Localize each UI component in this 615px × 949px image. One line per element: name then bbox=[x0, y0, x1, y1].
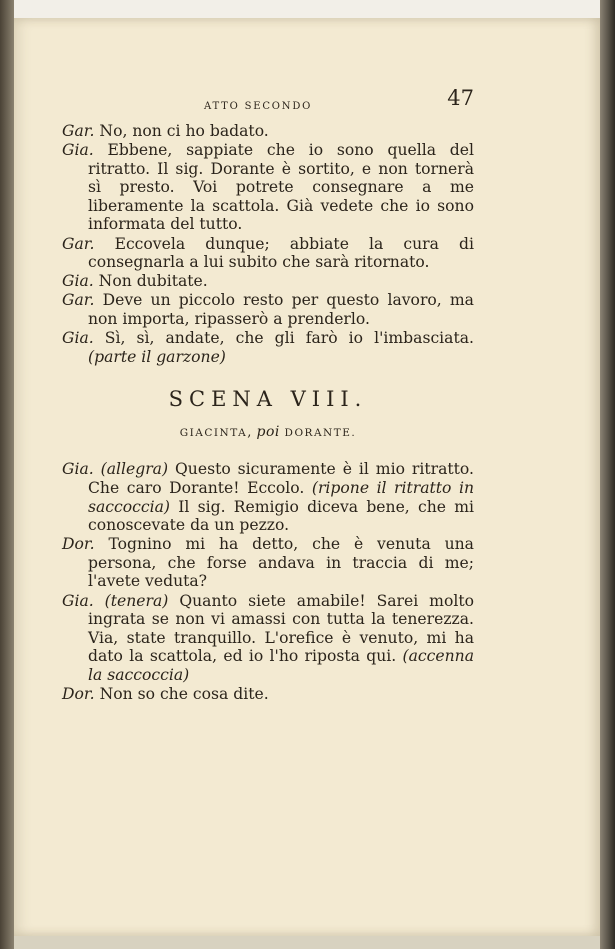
speech-text: Questo sicuramente è il mio ritratto. Che caro Dorante! Eccolo. bbox=[88, 460, 474, 497]
speech-line bbox=[62, 235, 474, 272]
character-connector: poi bbox=[256, 423, 280, 440]
speaker-name: Gia. bbox=[62, 460, 94, 479]
speech-line bbox=[62, 122, 474, 141]
speech-text: Sì, sì, andate, che gli farò io l'imbasciata. bbox=[104, 329, 474, 348]
stage-direction: (allegra) bbox=[100, 460, 169, 479]
speech-line bbox=[62, 685, 474, 704]
running-head bbox=[62, 84, 474, 122]
character-dorante: DORANTE. bbox=[284, 426, 357, 439]
speaker-name: Gia. bbox=[62, 272, 94, 291]
page-number: 47 bbox=[447, 86, 474, 110]
page-content bbox=[62, 84, 474, 704]
speaker-name: Gia. bbox=[62, 141, 94, 160]
speech-text: Tognino mi ha detto, che è venuta una persona, che forse andava in traccia di me; l'avete veduta? bbox=[88, 535, 474, 591]
speaker-name: Dor. bbox=[62, 535, 95, 554]
speaker-name: Gia. bbox=[62, 591, 94, 610]
speech-line bbox=[62, 329, 474, 366]
speech-line bbox=[62, 592, 474, 685]
stage-direction: (ripone il ritratto in saccoccia) bbox=[88, 479, 474, 516]
stage-direction: (tenera) bbox=[104, 591, 169, 610]
speech-text: Il sig. Remigio diceva bene, che mi conoscevate da un pezzo. bbox=[88, 497, 474, 535]
speaker-name: Gia. bbox=[62, 329, 94, 348]
book-spine bbox=[0, 0, 14, 949]
stage-direction: (accenna la saccoccia) bbox=[88, 647, 474, 684]
page-edge bbox=[600, 0, 615, 949]
running-head-title: ATTO SECONDO bbox=[204, 101, 313, 112]
speech-line bbox=[62, 460, 474, 534]
speech-text: Deve un piccolo resto per questo lavoro, ma non importa, ripasserò a prenderlo. bbox=[88, 291, 474, 328]
speech-text: Eccovela dunque; abbiate la cura di consegnarla a lui subito che sarà ritornato. bbox=[88, 234, 474, 272]
speaker-name: Gar. bbox=[62, 234, 95, 253]
speech-text: Ebbene, sappiate che io sono quella del ritratto. Il sig. Dorante è sortito, e non tornerà sì presto. Voi potrete consegnare a me liberamente la scattola. Già vedete che io sono informata del tutto. bbox=[88, 141, 474, 234]
speaker-name: Dor. bbox=[62, 685, 95, 704]
speech-text: Non so che cosa dite. bbox=[99, 685, 269, 704]
speech-line bbox=[62, 535, 474, 591]
speech-text: Non dubitate. bbox=[98, 272, 208, 291]
speech-text: No, non ci ho badato. bbox=[99, 122, 269, 140]
speech-line bbox=[62, 141, 474, 234]
scene-heading: SCENA VIII. bbox=[168, 387, 368, 412]
speech-line bbox=[62, 291, 474, 328]
character-giacinta: GIACINTA bbox=[179, 426, 248, 439]
stage-direction: (parte il garzone) bbox=[88, 347, 226, 366]
speaker-name: Gar. bbox=[62, 122, 95, 140]
speaker-name: Gar. bbox=[62, 291, 95, 310]
dialogue-after-scene bbox=[62, 460, 474, 703]
speech-text: Quanto siete amabile! Sarei molto ingrata se non vi amassi con tutta la tenerezza. Via, state tranquillo. L'orefice è venuto, mi ha dato la scattola, ed io l'ho riposta qui. bbox=[88, 591, 474, 666]
scene-characters: GIACINTA, poi DORANTE. bbox=[179, 423, 357, 440]
speech-line bbox=[62, 272, 474, 291]
dialogue-before-scene bbox=[62, 122, 474, 366]
